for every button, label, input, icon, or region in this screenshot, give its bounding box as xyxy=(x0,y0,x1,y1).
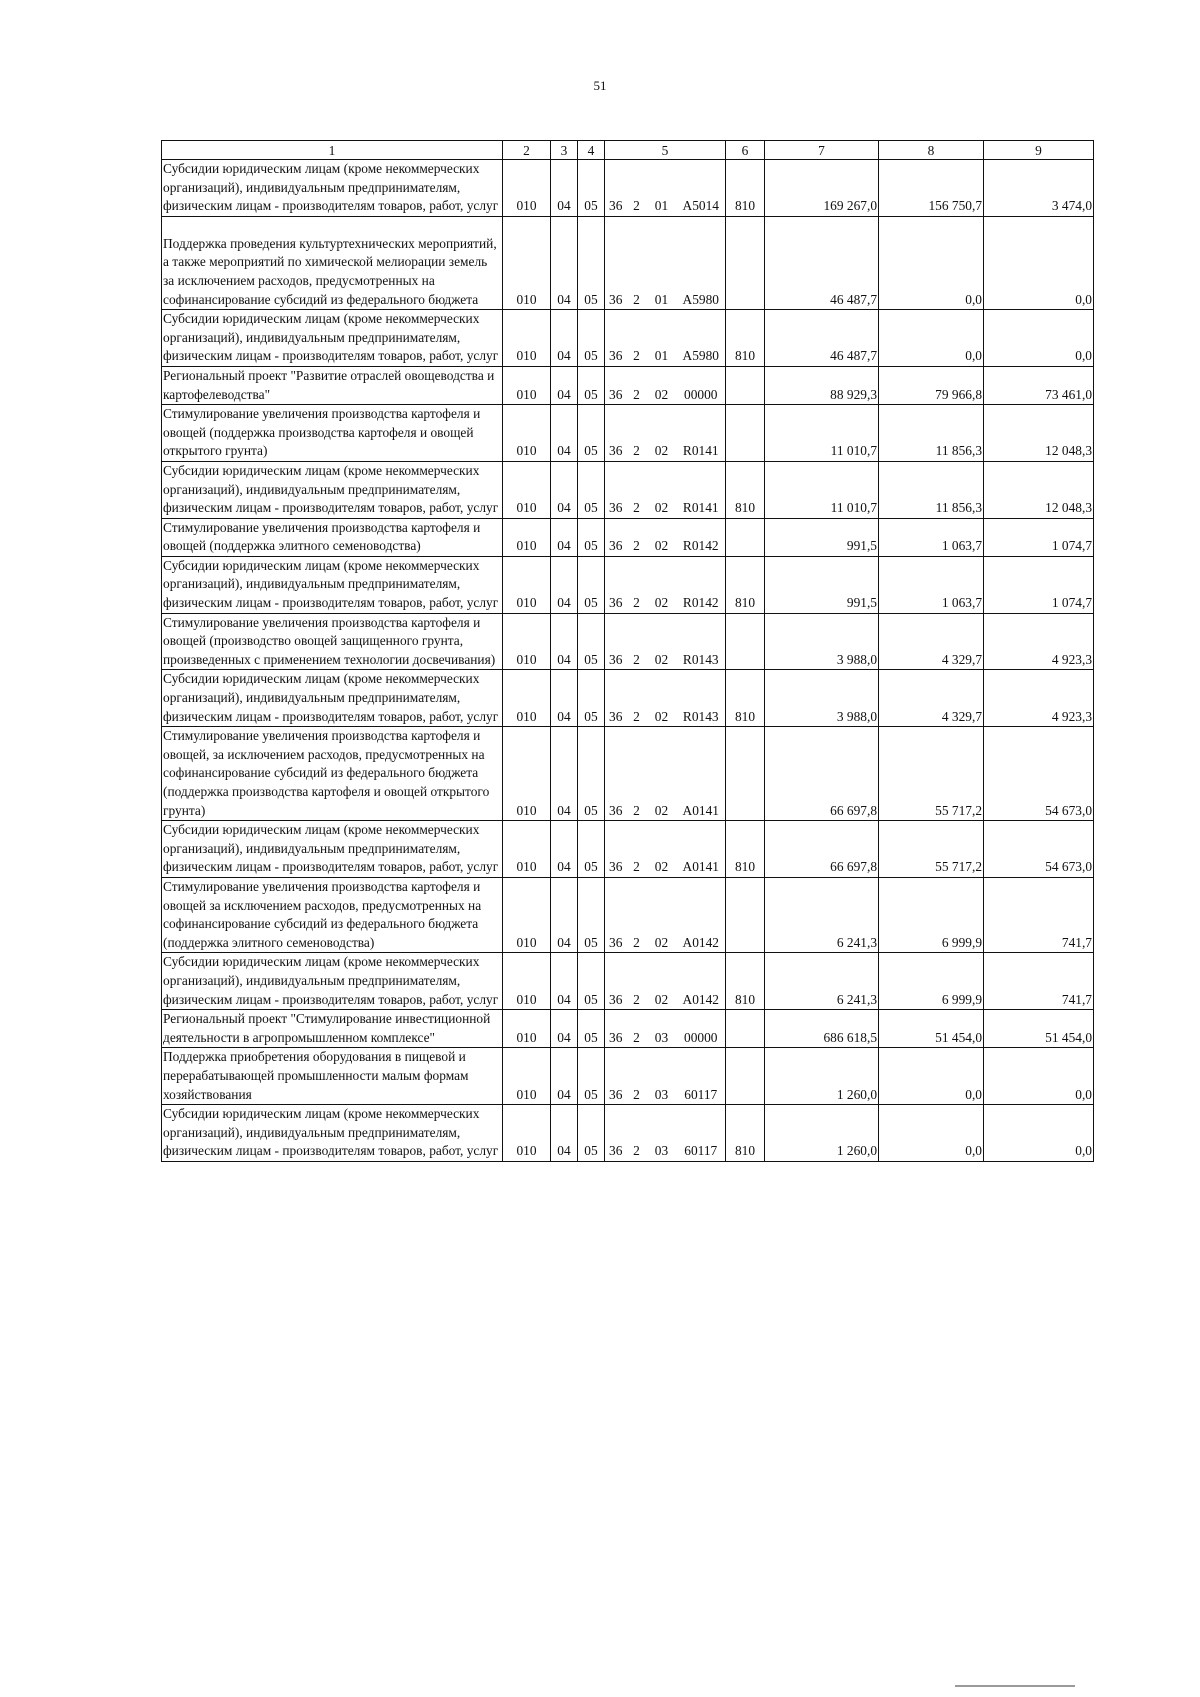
table-row xyxy=(162,461,1094,518)
row-code-col6 xyxy=(726,405,765,462)
column-header-5: 5 xyxy=(605,141,726,160)
row-code-col6 xyxy=(726,613,765,670)
row-code-col2: 010 xyxy=(503,405,551,462)
row-description: Субсидии юридическим лицам (кроме некоммерческих организаций), индивидуальным предпринимателям, физическим лицам - производителям товаров, работ, услуг xyxy=(162,1105,503,1162)
row-description: Стимулирование увеличения производства картофеля и овощей, за исключением расходов, предусмотренных на софинансирование субсидий из федерального бюджета (поддержка производства картофеля и овощей открытого грунта) xyxy=(162,727,503,821)
row-code-col5-direction: R0143 xyxy=(677,670,726,727)
row-code-col2: 010 xyxy=(503,1048,551,1105)
row-code-col5-subprogram: 2 xyxy=(627,1010,647,1048)
row-amount-col7: 46 487,7 xyxy=(765,310,879,367)
row-amount-col9: 0,0 xyxy=(984,216,1094,309)
row-description: Субсидии юридическим лицам (кроме некоммерческих организаций), индивидуальным предпринимателям, физическим лицам - производителям товаров, работ, услуг xyxy=(162,670,503,727)
row-amount-col7: 3 988,0 xyxy=(765,670,879,727)
row-amount-col8: 11 856,3 xyxy=(879,461,984,518)
row-amount-col8: 0,0 xyxy=(879,310,984,367)
row-amount-col8: 6 999,9 xyxy=(879,877,984,952)
table-body xyxy=(162,160,1094,1162)
row-code-col3: 04 xyxy=(551,727,578,821)
row-code-col6: 810 xyxy=(726,556,765,613)
table-row xyxy=(162,1010,1094,1048)
row-code-col5-direction: 00000 xyxy=(677,366,726,404)
row-code-col4: 05 xyxy=(578,1010,605,1048)
column-header-2: 2 xyxy=(503,141,551,160)
row-code-col5-program: 36 xyxy=(605,160,627,217)
column-header-7: 7 xyxy=(765,141,879,160)
row-code-col5-program: 36 xyxy=(605,518,627,556)
table-row xyxy=(162,366,1094,404)
row-code-col5-direction: 60117 xyxy=(677,1048,726,1105)
row-description: Стимулирование увеличения производства картофеля и овощей (производство овощей защищенного грунта, произведенных с применением технологии досвечивания) xyxy=(162,613,503,670)
row-code-col2: 010 xyxy=(503,1010,551,1048)
column-header-1: 1 xyxy=(162,141,503,160)
row-code-col5-subprogram: 2 xyxy=(627,821,647,878)
row-code-col5-project: 02 xyxy=(647,556,677,613)
row-code-col3: 04 xyxy=(551,310,578,367)
row-code-col5-direction: A5980 xyxy=(677,216,726,309)
row-code-col5-subprogram: 2 xyxy=(627,727,647,821)
row-code-col5-program: 36 xyxy=(605,556,627,613)
row-code-col5-program: 36 xyxy=(605,405,627,462)
row-amount-col7: 991,5 xyxy=(765,556,879,613)
row-amount-col8: 79 966,8 xyxy=(879,366,984,404)
row-amount-col9: 1 074,7 xyxy=(984,556,1094,613)
row-code-col5-direction: R0142 xyxy=(677,556,726,613)
row-code-col5-program: 36 xyxy=(605,877,627,952)
row-code-col4: 05 xyxy=(578,366,605,404)
row-description: Субсидии юридическим лицам (кроме некоммерческих организаций), индивидуальным предпринимателям, физическим лицам - производителям товаров, работ, услуг xyxy=(162,461,503,518)
row-code-col6: 810 xyxy=(726,310,765,367)
row-amount-col8: 1 063,7 xyxy=(879,556,984,613)
row-code-col2: 010 xyxy=(503,727,551,821)
table-row xyxy=(162,1105,1094,1162)
row-code-col6 xyxy=(726,366,765,404)
table-row xyxy=(162,1048,1094,1105)
row-code-col2: 010 xyxy=(503,953,551,1010)
row-code-col2: 010 xyxy=(503,461,551,518)
row-code-col2: 010 xyxy=(503,160,551,217)
row-code-col5-project: 02 xyxy=(647,518,677,556)
row-amount-col8: 1 063,7 xyxy=(879,518,984,556)
row-code-col3: 04 xyxy=(551,821,578,878)
row-amount-col8: 156 750,7 xyxy=(879,160,984,217)
row-code-col5-subprogram: 2 xyxy=(627,310,647,367)
row-description: Поддержка проведения культуртехнических мероприятий, а также мероприятий по химической мелиорации земель за исключением расходов, предусмотренных на софинансирование субсидий из федерального бюджета xyxy=(162,216,503,309)
row-code-col5-project: 02 xyxy=(647,877,677,952)
row-code-col4: 05 xyxy=(578,518,605,556)
row-code-col5-direction: R0141 xyxy=(677,405,726,462)
row-code-col5-direction: A5014 xyxy=(677,160,726,217)
row-code-col2: 010 xyxy=(503,216,551,309)
row-code-col5-direction: A0142 xyxy=(677,877,726,952)
row-description: Поддержка приобретения оборудования в пищевой и перерабатывающей промышленности малым формам хозяйствования xyxy=(162,1048,503,1105)
row-code-col5-project: 03 xyxy=(647,1105,677,1162)
row-code-col2: 010 xyxy=(503,877,551,952)
row-code-col5-program: 36 xyxy=(605,727,627,821)
row-code-col5-program: 36 xyxy=(605,216,627,309)
row-code-col4: 05 xyxy=(578,216,605,309)
row-code-col5-program: 36 xyxy=(605,461,627,518)
row-code-col5-project: 02 xyxy=(647,670,677,727)
row-code-col4: 05 xyxy=(578,727,605,821)
row-code-col5-program: 36 xyxy=(605,1048,627,1105)
table-header xyxy=(162,141,1094,160)
row-amount-col9: 3 474,0 xyxy=(984,160,1094,217)
row-code-col4: 05 xyxy=(578,821,605,878)
row-code-col5-direction: R0141 xyxy=(677,461,726,518)
row-code-col5-direction: R0143 xyxy=(677,613,726,670)
table-row xyxy=(162,160,1094,217)
row-amount-col7: 66 697,8 xyxy=(765,821,879,878)
table-row xyxy=(162,821,1094,878)
row-amount-col8: 4 329,7 xyxy=(879,670,984,727)
row-code-col5-program: 36 xyxy=(605,1105,627,1162)
row-code-col2: 010 xyxy=(503,1105,551,1162)
row-code-col5-subprogram: 2 xyxy=(627,461,647,518)
row-description: Субсидии юридическим лицам (кроме некоммерческих организаций), индивидуальным предпринимателям, физическим лицам - производителям товаров, работ, услуг xyxy=(162,821,503,878)
row-code-col5-program: 36 xyxy=(605,613,627,670)
row-code-col5-direction: A0141 xyxy=(677,727,726,821)
row-amount-col7: 11 010,7 xyxy=(765,461,879,518)
row-code-col5-project: 02 xyxy=(647,461,677,518)
row-code-col5-project: 01 xyxy=(647,160,677,217)
row-code-col5-project: 02 xyxy=(647,366,677,404)
row-code-col5-project: 01 xyxy=(647,310,677,367)
row-amount-col7: 66 697,8 xyxy=(765,727,879,821)
row-code-col4: 05 xyxy=(578,1048,605,1105)
table-row xyxy=(162,556,1094,613)
row-code-col2: 010 xyxy=(503,366,551,404)
row-amount-col9: 741,7 xyxy=(984,877,1094,952)
row-code-col3: 04 xyxy=(551,953,578,1010)
row-amount-col7: 991,5 xyxy=(765,518,879,556)
row-amount-col7: 46 487,7 xyxy=(765,216,879,309)
page-number: 51 xyxy=(593,78,607,93)
row-code-col5-subprogram: 2 xyxy=(627,1105,647,1162)
row-code-col4: 05 xyxy=(578,461,605,518)
row-description: Региональный проект "Развитие отраслей овощеводства и картофелеводства" xyxy=(162,366,503,404)
row-code-col3: 04 xyxy=(551,160,578,217)
row-code-col3: 04 xyxy=(551,1010,578,1048)
row-code-col5-direction: 00000 xyxy=(677,1010,726,1048)
scan-artifact xyxy=(955,1685,1075,1687)
row-code-col6: 810 xyxy=(726,670,765,727)
row-description: Стимулирование увеличения производства картофеля и овощей за исключением расходов, предусмотренных на софинансирование субсидий из федерального бюджета (поддержка элитного семеноводства) xyxy=(162,877,503,952)
row-code-col4: 05 xyxy=(578,160,605,217)
row-code-col5-subprogram: 2 xyxy=(627,613,647,670)
row-code-col6: 810 xyxy=(726,160,765,217)
row-code-col5-project: 03 xyxy=(647,1010,677,1048)
row-amount-col8: 51 454,0 xyxy=(879,1010,984,1048)
row-code-col3: 04 xyxy=(551,556,578,613)
table-row xyxy=(162,216,1094,309)
row-code-col6 xyxy=(726,727,765,821)
table-row xyxy=(162,405,1094,462)
row-amount-col7: 1 260,0 xyxy=(765,1105,879,1162)
row-code-col2: 010 xyxy=(503,821,551,878)
row-code-col2: 010 xyxy=(503,310,551,367)
column-header-6: 6 xyxy=(726,141,765,160)
row-amount-col9: 4 923,3 xyxy=(984,670,1094,727)
row-code-col4: 05 xyxy=(578,1105,605,1162)
row-amount-col9: 0,0 xyxy=(984,1048,1094,1105)
row-code-col4: 05 xyxy=(578,310,605,367)
row-amount-col9: 741,7 xyxy=(984,953,1094,1010)
row-code-col2: 010 xyxy=(503,613,551,670)
row-code-col5-project: 02 xyxy=(647,613,677,670)
row-amount-col7: 686 618,5 xyxy=(765,1010,879,1048)
row-amount-col7: 3 988,0 xyxy=(765,613,879,670)
row-description: Субсидии юридическим лицам (кроме некоммерческих организаций), индивидуальным предпринимателям, физическим лицам - производителям товаров, работ, услуг xyxy=(162,953,503,1010)
row-amount-col8: 4 329,7 xyxy=(879,613,984,670)
row-amount-col9: 73 461,0 xyxy=(984,366,1094,404)
column-header-8: 8 xyxy=(879,141,984,160)
row-code-col2: 010 xyxy=(503,670,551,727)
column-header-3: 3 xyxy=(551,141,578,160)
row-code-col6: 810 xyxy=(726,461,765,518)
table-row xyxy=(162,953,1094,1010)
row-amount-col7: 88 929,3 xyxy=(765,366,879,404)
row-code-col6: 810 xyxy=(726,821,765,878)
row-code-col5-direction: R0142 xyxy=(677,518,726,556)
row-code-col3: 04 xyxy=(551,670,578,727)
row-code-col3: 04 xyxy=(551,461,578,518)
row-code-col2: 010 xyxy=(503,556,551,613)
row-amount-col8: 55 717,2 xyxy=(879,727,984,821)
row-amount-col9: 12 048,3 xyxy=(984,461,1094,518)
budget-table xyxy=(161,140,1094,1162)
row-amount-col8: 11 856,3 xyxy=(879,405,984,462)
row-code-col4: 05 xyxy=(578,953,605,1010)
row-code-col5-direction: A0142 xyxy=(677,953,726,1010)
row-code-col6 xyxy=(726,216,765,309)
table-row xyxy=(162,727,1094,821)
table-row xyxy=(162,310,1094,367)
row-amount-col9: 4 923,3 xyxy=(984,613,1094,670)
row-code-col3: 04 xyxy=(551,1105,578,1162)
row-code-col5-subprogram: 2 xyxy=(627,518,647,556)
row-amount-col8: 0,0 xyxy=(879,216,984,309)
row-code-col3: 04 xyxy=(551,216,578,309)
row-code-col4: 05 xyxy=(578,613,605,670)
row-amount-col7: 169 267,0 xyxy=(765,160,879,217)
row-amount-col9: 54 673,0 xyxy=(984,727,1094,821)
row-code-col5-direction: 60117 xyxy=(677,1105,726,1162)
row-description: Субсидии юридическим лицам (кроме некоммерческих организаций), индивидуальным предпринимателям, физическим лицам - производителям товаров, работ, услуг xyxy=(162,556,503,613)
row-amount-col9: 12 048,3 xyxy=(984,405,1094,462)
row-code-col3: 04 xyxy=(551,366,578,404)
row-code-col4: 05 xyxy=(578,405,605,462)
row-code-col5-program: 36 xyxy=(605,310,627,367)
row-code-col5-program: 36 xyxy=(605,1010,627,1048)
row-amount-col7: 6 241,3 xyxy=(765,877,879,952)
row-amount-col7: 11 010,7 xyxy=(765,405,879,462)
row-code-col5-subprogram: 2 xyxy=(627,160,647,217)
row-code-col6: 810 xyxy=(726,1105,765,1162)
row-code-col5-subprogram: 2 xyxy=(627,405,647,462)
row-code-col5-project: 02 xyxy=(647,727,677,821)
row-code-col5-project: 03 xyxy=(647,1048,677,1105)
row-description: Субсидии юридическим лицам (кроме некоммерческих организаций), индивидуальным предпринимателям, физическим лицам - производителям товаров, работ, услуг xyxy=(162,310,503,367)
row-amount-col9: 1 074,7 xyxy=(984,518,1094,556)
row-code-col5-direction: A5980 xyxy=(677,310,726,367)
row-code-col5-program: 36 xyxy=(605,953,627,1010)
row-code-col2: 010 xyxy=(503,518,551,556)
row-code-col5-subprogram: 2 xyxy=(627,1048,647,1105)
row-amount-col8: 6 999,9 xyxy=(879,953,984,1010)
table-row xyxy=(162,877,1094,952)
row-amount-col7: 1 260,0 xyxy=(765,1048,879,1105)
row-code-col5-subprogram: 2 xyxy=(627,877,647,952)
row-amount-col9: 0,0 xyxy=(984,310,1094,367)
row-code-col6 xyxy=(726,877,765,952)
column-header-9: 9 xyxy=(984,141,1094,160)
row-amount-col8: 0,0 xyxy=(879,1105,984,1162)
table-row xyxy=(162,613,1094,670)
row-amount-col9: 0,0 xyxy=(984,1105,1094,1162)
row-code-col5-project: 01 xyxy=(647,216,677,309)
row-description: Стимулирование увеличения производства картофеля и овощей (поддержка производства картофеля и овощей открытого грунта) xyxy=(162,405,503,462)
row-code-col5-project: 02 xyxy=(647,821,677,878)
row-code-col5-direction: A0141 xyxy=(677,821,726,878)
row-amount-col9: 54 673,0 xyxy=(984,821,1094,878)
row-code-col5-subprogram: 2 xyxy=(627,953,647,1010)
row-code-col5-subprogram: 2 xyxy=(627,366,647,404)
row-code-col5-subprogram: 2 xyxy=(627,556,647,613)
row-code-col3: 04 xyxy=(551,613,578,670)
row-code-col5-subprogram: 2 xyxy=(627,670,647,727)
row-description: Субсидии юридическим лицам (кроме некоммерческих организаций), индивидуальным предпринимателям, физическим лицам - производителям товаров, работ, услуг xyxy=(162,160,503,217)
row-amount-col8: 55 717,2 xyxy=(879,821,984,878)
row-code-col3: 04 xyxy=(551,1048,578,1105)
row-code-col3: 04 xyxy=(551,877,578,952)
row-code-col5-project: 02 xyxy=(647,953,677,1010)
table-row xyxy=(162,518,1094,556)
row-amount-col7: 6 241,3 xyxy=(765,953,879,1010)
row-code-col6 xyxy=(726,1048,765,1105)
table-row xyxy=(162,670,1094,727)
row-code-col5-program: 36 xyxy=(605,366,627,404)
row-code-col5-program: 36 xyxy=(605,821,627,878)
row-code-col4: 05 xyxy=(578,877,605,952)
row-code-col5-subprogram: 2 xyxy=(627,216,647,309)
row-code-col3: 04 xyxy=(551,518,578,556)
row-description: Региональный проект "Стимулирование инвестиционной деятельности в агропромышленном комплексе" xyxy=(162,1010,503,1048)
row-code-col4: 05 xyxy=(578,556,605,613)
row-description: Стимулирование увеличения производства картофеля и овощей (поддержка элитного семеноводства) xyxy=(162,518,503,556)
row-code-col5-project: 02 xyxy=(647,405,677,462)
row-code-col4: 05 xyxy=(578,670,605,727)
row-code-col6 xyxy=(726,1010,765,1048)
row-code-col3: 04 xyxy=(551,405,578,462)
row-amount-col8: 0,0 xyxy=(879,1048,984,1105)
row-code-col6: 810 xyxy=(726,953,765,1010)
row-code-col6 xyxy=(726,518,765,556)
column-header-4: 4 xyxy=(578,141,605,160)
row-amount-col9: 51 454,0 xyxy=(984,1010,1094,1048)
row-code-col5-program: 36 xyxy=(605,670,627,727)
